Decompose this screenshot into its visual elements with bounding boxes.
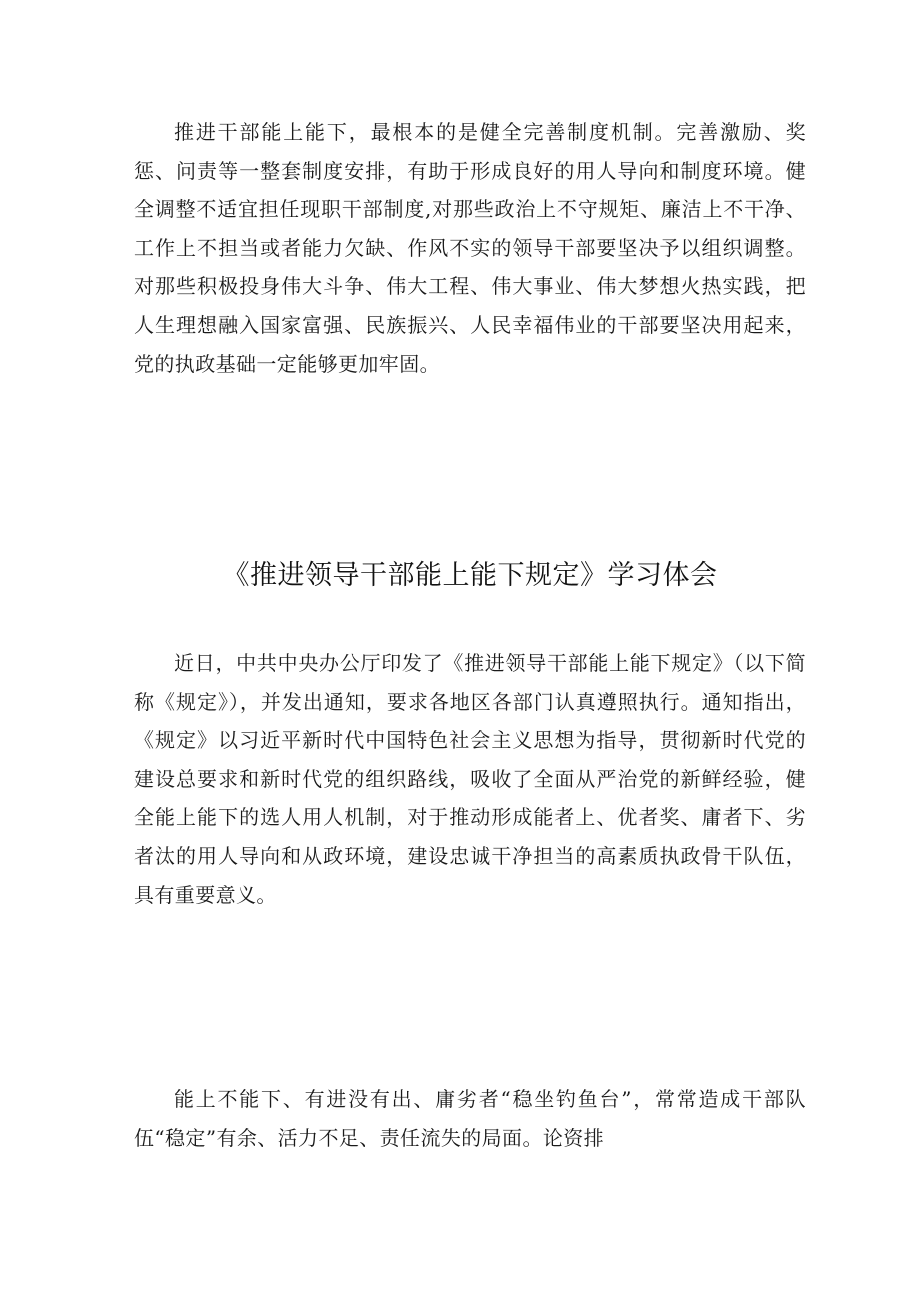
article-title: 《推进领导干部能上能下规定》学习体会: [222, 560, 718, 591]
body-paragraph-3: 能上不能下、有进没有出、庸劣者“稳坐钓鱼台”，常常造成干部队伍“稳定”有余、活力不足、责任流失的局面。论资排: [134, 1087, 806, 1150]
body-paragraph-1: 推进干部能上能下，最根本的是健全完善制度机制。完善激励、奖惩、问责等一整套制度安排，有助于形成良好的用人导向和制度环境。健全调整不适宜担任现职干部制度,对那些政治上不守规矩、廉洁上不干净、工作上不担当或者能力欠缺、作风不实的领导干部要坚决予以组织调整。对那些积极投身伟大斗争、伟大工程、伟大事业、伟大梦想火热实践，把人生理想融入国家富强、民族振兴、人民幸福伟业的干部要坚决用起来，党的执政基础一定能够更加牢固。: [134, 120, 806, 376]
body-paragraph-2: 近日，中共中央办公厅印发了《推进领导干部能上能下规定》（以下简称《规定》），并发出通知，要求各地区各部门认真遵照执行。通知指出，《规定》以习近平新时代中国特色社会主义思想为指导，贯彻新时代党的建设总要求和新时代党的组织路线，吸收了全面从严治党的新鲜经验，健全能上能下的选人用人机制，对于推动形成能者上、优者奖、庸者下、劣者汰的用人导向和从政环境，建设忠诚干净担当的高素质执政骨干队伍，具有重要意义。: [134, 651, 806, 907]
